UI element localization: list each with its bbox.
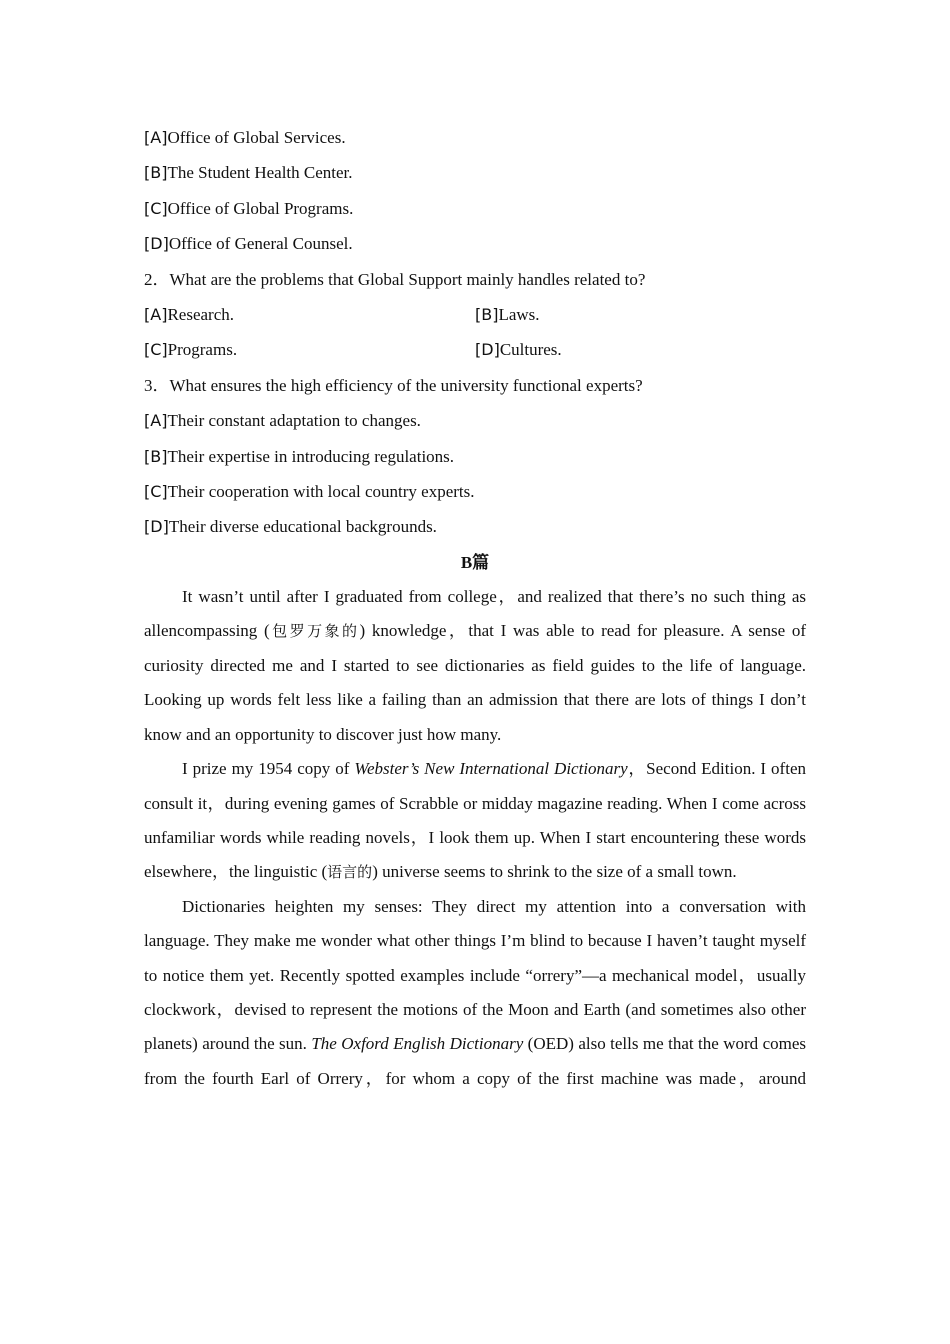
option-text: Laws. — [498, 304, 540, 324]
q1-option-d — [144, 226, 806, 261]
q2-option-d — [475, 332, 806, 367]
q3-option-b — [144, 439, 806, 474]
chinese-gloss: 包罗万象的 — [269, 622, 360, 641]
option-label: [B] — [144, 163, 168, 183]
option-text: Cultures. — [499, 340, 562, 360]
q3-option-d — [144, 509, 806, 544]
option-text: Office of Global Programs. — [167, 198, 354, 218]
option-label: [B] — [475, 304, 499, 324]
option-text: Office of Global Services. — [167, 128, 346, 147]
q3-question: 3．What ensures the high efficiency of the university functional experts? — [144, 375, 643, 395]
option-label: [D] — [144, 517, 169, 537]
option-text: Their cooperation with local country experts. — [167, 481, 475, 501]
book-title: Webster’s New International Dictionary — [354, 759, 628, 779]
section-heading: B篇 — [460, 552, 490, 572]
q1-option-c — [144, 191, 806, 226]
passage-paragraph-3 — [144, 890, 806, 1096]
paragraph-text: ) knowledge，that I was able to read for pleasure. A sense of curiosity directed me and I started to see dictionaries as field guides to the life of language. Looking up words felt less like a failing than an admission that there are lots of things I don’t know and an opportunity to discover just how many. — [144, 621, 806, 744]
document-page — [144, 120, 806, 1096]
paragraph-text: Dictionaries heighten my senses: They direct my attention into a conversation with language. They make me wonder what other things I’m blind to because I haven’t taught myself to notice them yet. Recently spotted examples include “orrery”—a mechanical model，usually clockwork，devised to represent the motions of the Moon and Earth (and sometimes also other planets) around the sun. — [144, 896, 806, 1054]
q1-option-b — [144, 155, 806, 190]
option-text: Programs. — [167, 340, 238, 360]
option-text: Their constant adaptation to changes. — [167, 411, 421, 431]
q2-question: 2．What are the problems that Global Support mainly handles related to? — [144, 269, 646, 289]
q2-option-c — [144, 332, 475, 367]
paragraph-text: ) universe seems to shrink to the size of a small town. — [372, 862, 737, 882]
paragraph-text: I prize my 1954 copy of — [182, 759, 355, 779]
option-label: [A] — [144, 411, 168, 431]
q3-option-c — [144, 474, 806, 509]
option-label: [C] — [144, 481, 168, 501]
option-text: Office of General Counsel. — [168, 234, 353, 254]
option-label: [B] — [144, 446, 168, 466]
option-text: Their diverse educational backgrounds. — [168, 517, 437, 537]
option-text: The Student Health Center. — [167, 163, 353, 183]
option-text: Their expertise in introducing regulations. — [167, 446, 455, 466]
chinese-gloss: 语言的 — [327, 863, 373, 882]
q1-option-a — [144, 120, 806, 155]
q2-option-a — [144, 297, 475, 332]
q2-option-b — [475, 297, 806, 332]
option-label: [A] — [144, 304, 168, 324]
option-label: [C] — [144, 340, 168, 360]
option-label: [C] — [144, 198, 168, 218]
q2-options-row-2 — [144, 332, 806, 367]
option-label: [D] — [144, 234, 169, 254]
paragraph-text: (OED) also tells me that the word comes from the fourth Earl of Orrery，for whom a copy of the first machine was made，around — [144, 1034, 806, 1088]
paragraph-text: ，Second Edition. I often consult it，during evening games of Scrabble or midday magazine reading. When I come across unfamiliar words while reading novels，I look them up. When I start encountering these words elsewhere，the linguistic ( — [144, 759, 806, 882]
option-label: [D] — [475, 340, 500, 360]
option-text: Research. — [167, 304, 234, 324]
book-title: The Oxford English Dictionary — [311, 1034, 524, 1054]
q3-option-a — [144, 403, 806, 438]
paragraph-text: It wasn’t until after I graduated from college，and realized that there’s no such thing as allencompassing ( — [144, 587, 806, 641]
passage-paragraph-1 — [144, 580, 806, 752]
option-label: [A] — [144, 128, 168, 147]
passage-paragraph-2 — [144, 752, 806, 890]
q2-options-row-1 — [144, 297, 806, 332]
